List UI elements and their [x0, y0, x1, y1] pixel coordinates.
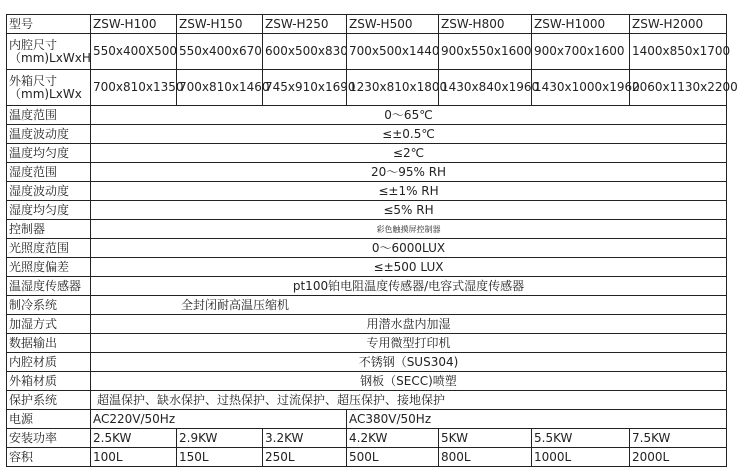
model-cell: ZSW-H150: [177, 15, 263, 34]
spec-row-temperature-uniformity: [7, 144, 727, 163]
model-cell: ZSW-H250: [263, 15, 347, 34]
row-label: 温湿度传感器: [7, 277, 91, 296]
row-label-inner-size: 内腔尺寸 （mm)LxWxH: [7, 34, 91, 70]
row-label: 制冷系统: [7, 296, 91, 315]
spec-value: 彩色触摸屏控制器: [91, 220, 727, 239]
model-cell: ZSW-H1000: [532, 15, 630, 34]
volume-cell: 1000L: [532, 448, 630, 467]
model-row: [7, 15, 727, 34]
outer-size-cell: 700x810x1460: [177, 70, 263, 106]
outer-size-cell: 700x810x1350: [91, 70, 177, 106]
power-value-single-phase: AC220V/50Hz: [91, 410, 347, 429]
spec-value: 超温保护、缺水保护、过热保护、过流保护、超压保护、接地保护: [91, 391, 727, 410]
row-label: 安装功率: [7, 429, 91, 448]
spec-value: ≤5% RH: [91, 201, 727, 220]
row-label: 光照度偏差: [7, 258, 91, 277]
spec-row-outer-material: [7, 372, 727, 391]
row-label-model: 型号: [7, 15, 91, 34]
model-cell: ZSW-H500: [347, 15, 439, 34]
outer-size-cell: 2060x1130x2200: [630, 70, 727, 106]
model-cell: ZSW-H100: [91, 15, 177, 34]
spec-row-humidity-range: [7, 163, 727, 182]
row-label: 加湿方式: [7, 315, 91, 334]
row-label: 控制器: [7, 220, 91, 239]
spec-row-refrigeration: [7, 296, 727, 315]
spec-row-humidification: [7, 315, 727, 334]
spec-row-temperature-range: [7, 106, 727, 125]
spec-row-humidity-uniformity: [7, 201, 727, 220]
spec-row-controller: [7, 220, 727, 239]
volume-cell: 150L: [177, 448, 263, 467]
volume-cell: 500L: [347, 448, 439, 467]
inner-size-cell: 550x400x670: [177, 34, 263, 70]
installed-power-cell: 3.2KW: [263, 429, 347, 448]
volume-cell: 100L: [91, 448, 177, 467]
power-value-three-phase: AC380V/50Hz: [347, 410, 727, 429]
spec-row-humidity-fluctuation: [7, 182, 727, 201]
row-label: 湿度均匀度: [7, 201, 91, 220]
spec-value: ≤±0.5℃: [91, 125, 727, 144]
volume-cell: 800L: [439, 448, 532, 467]
spec-value: 专用微型打印机: [91, 334, 727, 353]
spec-row-illuminance-deviation: [7, 258, 727, 277]
spec-value: 全封闭耐高温压缩机: [91, 296, 727, 315]
installed-power-cell: 5KW: [439, 429, 532, 448]
spec-value: 0～65℃: [91, 106, 727, 125]
spec-value: 0～6000LUX: [91, 239, 727, 258]
inner-size-cell: 900x700x1600: [532, 34, 630, 70]
power-row: [7, 410, 727, 429]
row-label: 数据输出: [7, 334, 91, 353]
row-label: 湿度波动度: [7, 182, 91, 201]
inner-size-cell: 550x400X500: [91, 34, 177, 70]
spec-value: 20～95% RH: [91, 163, 727, 182]
inner-size-cell: 1400x850x1700: [630, 34, 727, 70]
installed-power-cell: 2.5KW: [91, 429, 177, 448]
volume-cell: 2000L: [630, 448, 727, 467]
inner-size-row: [7, 34, 727, 70]
installed-power-cell: 4.2KW: [347, 429, 439, 448]
model-cell: ZSW-H2000: [630, 15, 727, 34]
spec-row-protection: [7, 391, 727, 410]
inner-size-cell: 900x550x1600: [439, 34, 532, 70]
outer-size-cell: 745x910x1690: [263, 70, 347, 106]
spec-row-data-output: [7, 334, 727, 353]
installed-power-cell: 5.5KW: [532, 429, 630, 448]
row-label: 温度范围: [7, 106, 91, 125]
row-label: 电源: [7, 410, 91, 429]
outer-size-cell: 1430x1000x1960: [532, 70, 630, 106]
installed-power-cell: 7.5KW: [630, 429, 727, 448]
spec-value: ≤±500 LUX: [91, 258, 727, 277]
inner-size-cell: 700x500x1440: [347, 34, 439, 70]
spec-value: ≤2℃: [91, 144, 727, 163]
spec-row-sensor: [7, 277, 727, 296]
outer-size-cell: 1430x840x1960: [439, 70, 532, 106]
spec-value: pt100铂电阻温度传感器/电容式湿度传感器: [91, 277, 727, 296]
row-label: 保护系统: [7, 391, 91, 410]
outer-size-cell: 1230x810x1800: [347, 70, 439, 106]
row-label: 外箱材质: [7, 372, 91, 391]
spec-row-temperature-fluctuation: [7, 125, 727, 144]
row-label: 温度均匀度: [7, 144, 91, 163]
spec-table: [6, 14, 738, 467]
volume-cell: 250L: [263, 448, 347, 467]
spec-value: 钢板（SECC)喷塑: [91, 372, 727, 391]
model-cell: ZSW-H800: [439, 15, 532, 34]
row-label: 光照度范围: [7, 239, 91, 258]
row-label: 湿度范围: [7, 163, 91, 182]
row-label: 容积: [7, 448, 91, 467]
spec-value: 用潜水盘内加湿: [91, 315, 727, 334]
installed-power-cell: 2.9KW: [177, 429, 263, 448]
row-label: 温度波动度: [7, 125, 91, 144]
row-label: 内腔材质: [7, 353, 91, 372]
spec-row-inner-material: [7, 353, 727, 372]
spec-value: 不锈钢（SUS304): [91, 353, 727, 372]
installed-power-row: [7, 429, 727, 448]
outer-size-row: [7, 70, 727, 106]
volume-row: [7, 448, 727, 467]
inner-size-cell: 600x500x830: [263, 34, 347, 70]
row-label-outer-size: 外箱尺寸 （mm)LxWx: [7, 70, 91, 106]
spec-row-illuminance-range: [7, 239, 727, 258]
spec-value: ≤±1% RH: [91, 182, 727, 201]
